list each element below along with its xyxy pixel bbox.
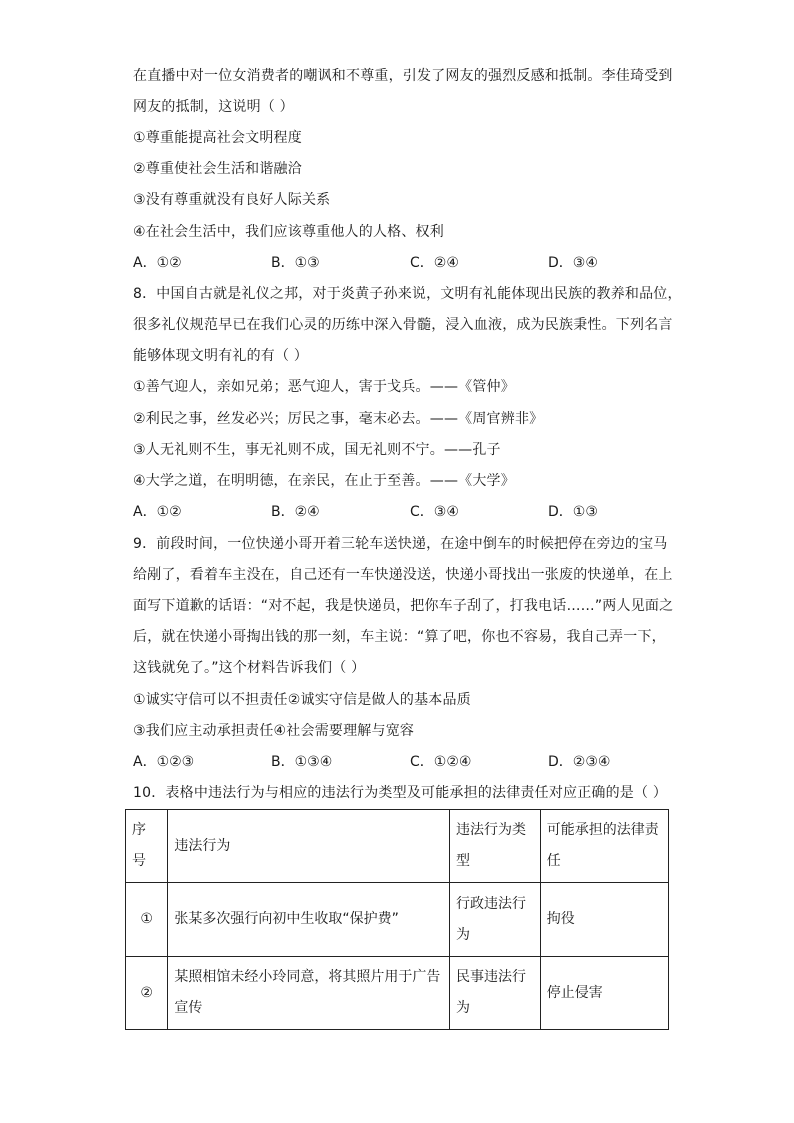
- table-row: [126, 883, 669, 957]
- row-type: 行政违法行 为: [449, 883, 540, 957]
- q8-statement-3: ③人无礼则不生，事无礼则不成，国无礼则不宁。——孔子: [133, 442, 501, 458]
- q9-stem-line-2: 给剐了，看着车主没在，自己还有一车快递没送，快递小哥找出一张废的快递单，在上: [133, 567, 673, 583]
- q8-option-d[interactable]: D．①③: [548, 504, 598, 520]
- q9-option-a[interactable]: A．①②③: [133, 754, 195, 770]
- q9-stem-line-3: 面写下道歉的话语：“对不起，我是快递员，把你车子刮了，打我电话……”两人见面之: [133, 598, 674, 614]
- row-liability: 拘役: [540, 883, 668, 957]
- q7-option-d[interactable]: D．③④: [548, 255, 598, 271]
- row-act: 某照相馆未经小玲同意，将其照片用于广告 宣传: [168, 957, 450, 1030]
- q7-statement-3: ③没有尊重就没有良好人际关系: [133, 192, 331, 208]
- row-no: ②: [126, 957, 168, 1030]
- q7-option-b[interactable]: B．①③: [271, 255, 320, 271]
- q8-option-a[interactable]: A．①②: [133, 504, 182, 520]
- row-act: 张某多次强行向初中生收取“保护费”: [168, 883, 450, 957]
- q9-statement-2: ③我们应主动承担责任④社会需要理解与宽容: [133, 723, 415, 739]
- q10-table: [125, 809, 669, 1030]
- q9-option-c[interactable]: C．①②④: [410, 754, 472, 770]
- q7-option-c[interactable]: C．②④: [410, 255, 459, 271]
- table-row: [126, 957, 669, 1030]
- row-liability: 停止侵害: [540, 957, 668, 1030]
- q8-statement-2: ②利民之事，丝发必兴；厉民之事，毫末必去。——《周官辨非》: [133, 411, 544, 427]
- header-type: 违法行为类 型: [449, 810, 540, 883]
- q8-option-b[interactable]: B．②④: [271, 504, 320, 520]
- q7-option-a[interactable]: A．①②: [133, 255, 182, 271]
- q10-stem: 10．表格中违法行为与相应的违法行为类型及可能承担的法律责任对应正确的是（ ）: [133, 785, 668, 801]
- q8-stem-line-2: 很多礼仪规范早已在我们心灵的历练中深入骨髓，浸入血液，成为民族秉性。下列名言: [133, 317, 673, 333]
- q9-option-b[interactable]: B．①③④: [271, 754, 333, 770]
- table-header-row: [126, 810, 669, 883]
- q9-option-d[interactable]: D．②③④: [548, 754, 611, 770]
- q8-stem-line-1: 8．中国自古就是礼仪之邦，对于炎黄子孙来说，文明有礼能体现出民族的教养和品位，: [133, 286, 682, 302]
- row-type: 民事违法行 为: [449, 957, 540, 1030]
- q7-stem-line-2: 网友的抵制，这说明（ ）: [133, 99, 294, 115]
- q7-statement-2: ②尊重使社会生活和谐融洽: [133, 161, 302, 177]
- q7-stem-line-1: 在直播中对一位女消费者的嘲讽和不尊重，引发了网友的强烈反感和抵制。李佳琦受到: [133, 68, 673, 84]
- q8-statement-1: ①善气迎人，亲如兄弟；恶气迎人，害于戈兵。——《管仲》: [133, 379, 515, 395]
- q9-statement-1: ①诚实守信可以不担责任②诚实守信是做人的基本品质: [133, 692, 471, 708]
- q9-stem-line-4: 后，就在快递小哥掏出钱的那一刻，车主说：“算了吧，你也不容易，我自己弄一下，: [133, 629, 666, 645]
- header-act: 违法行为: [168, 810, 450, 883]
- q9-stem-line-1: 9．前段时间，一位快递小哥开着三轮车送快递，在途中倒车的时候把停在旁边的宝马: [133, 536, 668, 552]
- q7-statement-4: ④在社会生活中，我们应该尊重他人的人格、权利: [133, 224, 444, 240]
- q8-stem-line-3: 能够体现文明有礼的有（ ）: [133, 348, 309, 364]
- row-no: ①: [126, 883, 168, 957]
- q7-statement-1: ①尊重能提高社会文明程度: [133, 130, 302, 146]
- q8-option-c[interactable]: C．③④: [410, 504, 459, 520]
- q9-stem-line-5: 这钱就免了。”这个材料告诉我们（ ）: [133, 660, 366, 676]
- q8-statement-4: ④大学之道，在明明德，在亲民，在止于至善。——《大学》: [133, 473, 515, 489]
- header-liability: 可能承担的法律责 任: [540, 810, 668, 883]
- header-no: 序 号: [126, 810, 168, 883]
